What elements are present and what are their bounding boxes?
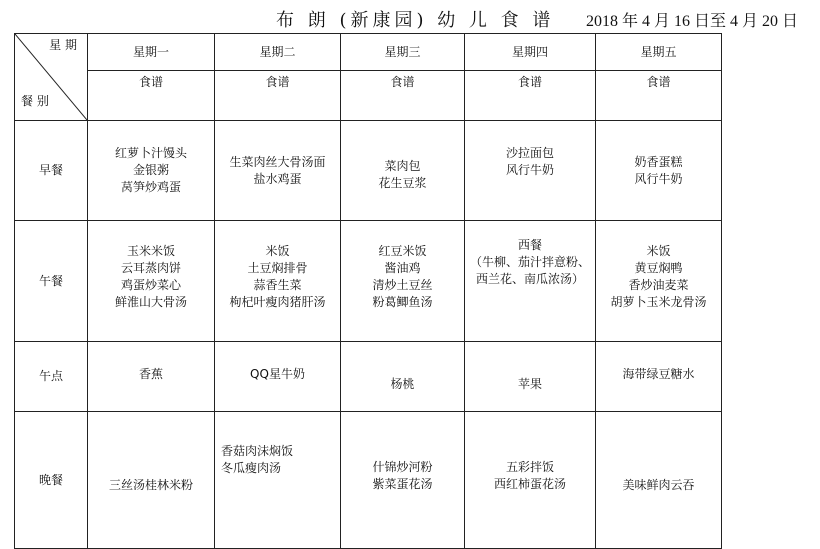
menu-cell: 西餐 （牛柳、茄汁拌意粉、 西兰花、南瓜浓汤） [465, 221, 596, 342]
menu-cell: 菜肉包 花生豆浆 [341, 121, 465, 221]
meal-row [15, 221, 722, 342]
sub-header-row [15, 71, 722, 121]
day-header-row [15, 34, 722, 71]
day-header: 星期五 [596, 34, 722, 71]
meal-label: 午餐 [15, 221, 88, 342]
day-header: 星期三 [341, 34, 465, 71]
menu-cell: 米饭 土豆焖排骨 蒜香生菜 枸杞叶瘦肉猪肝汤 [215, 221, 341, 342]
menu-cell: 五彩拌饭 西红柿蛋花汤 [465, 412, 596, 549]
menu-cell: 什锦炒河粉 紫菜蛋花汤 [341, 412, 465, 549]
menu-cell: 香菇肉沫焖饭 冬瓜瘦肉汤 [215, 412, 341, 549]
menu-cell: 香蕉 [88, 342, 215, 412]
date-range: 2018 年 4 月 16 日至 4 月 20 日 [586, 13, 799, 30]
menu-cell: 米饭 黄豆焖鸭 香炒油麦菜 胡萝卜玉米龙骨汤 [596, 221, 722, 342]
recipe-subheader: 食谱 [596, 71, 722, 121]
meal-label: 晚餐 [15, 412, 88, 549]
menu-cell: QQ星牛奶 [215, 342, 341, 412]
recipe-subheader: 食谱 [465, 71, 596, 121]
corner-cell [15, 34, 88, 121]
menu-cell: 红萝卜汁馒头 金银粥 莴笋炒鸡蛋 [88, 121, 215, 221]
day-header: 星期二 [215, 34, 341, 71]
meal-label: 午点 [15, 342, 88, 412]
menu-cell: 美味鲜肉云吞 [596, 412, 722, 549]
menu-cell: 奶香蛋糕 风行牛奶 [596, 121, 722, 221]
recipe-subheader: 食谱 [215, 71, 341, 121]
meal-row [15, 412, 722, 549]
weekly-menu-table [14, 33, 722, 549]
weekday-axis-label: 星 期 [49, 38, 77, 52]
menu-cell: 生菜肉丝大骨汤面 盐水鸡蛋 [215, 121, 341, 221]
recipe-subheader: 食谱 [341, 71, 465, 121]
menu-cell: 玉米米饭 云耳蒸肉饼 鸡蛋炒菜心 鲜淮山大骨汤 [88, 221, 215, 342]
meal-axis-label: 餐 别 [21, 94, 49, 108]
menu-cell: 苹果 [465, 342, 596, 412]
meal-row [15, 121, 722, 221]
menu-header [0, 6, 820, 30]
day-header: 星期一 [88, 34, 215, 71]
menu-cell: 海带绿豆糖水 [596, 342, 722, 412]
menu-cell: 红豆米饭 酱油鸡 清炒土豆丝 粉葛鲫鱼汤 [341, 221, 465, 342]
meal-row [15, 342, 722, 412]
day-header: 星期四 [465, 34, 596, 71]
recipe-subheader: 食谱 [88, 71, 215, 121]
meal-label: 早餐 [15, 121, 88, 221]
menu-cell: 杨桃 [341, 342, 465, 412]
menu-cell: 三丝汤桂林米粉 [88, 412, 215, 549]
menu-title: 布 朗 (新康园) 幼 儿 食 谱 [276, 10, 555, 31]
menu-cell: 沙拉面包 风行牛奶 [465, 121, 596, 221]
